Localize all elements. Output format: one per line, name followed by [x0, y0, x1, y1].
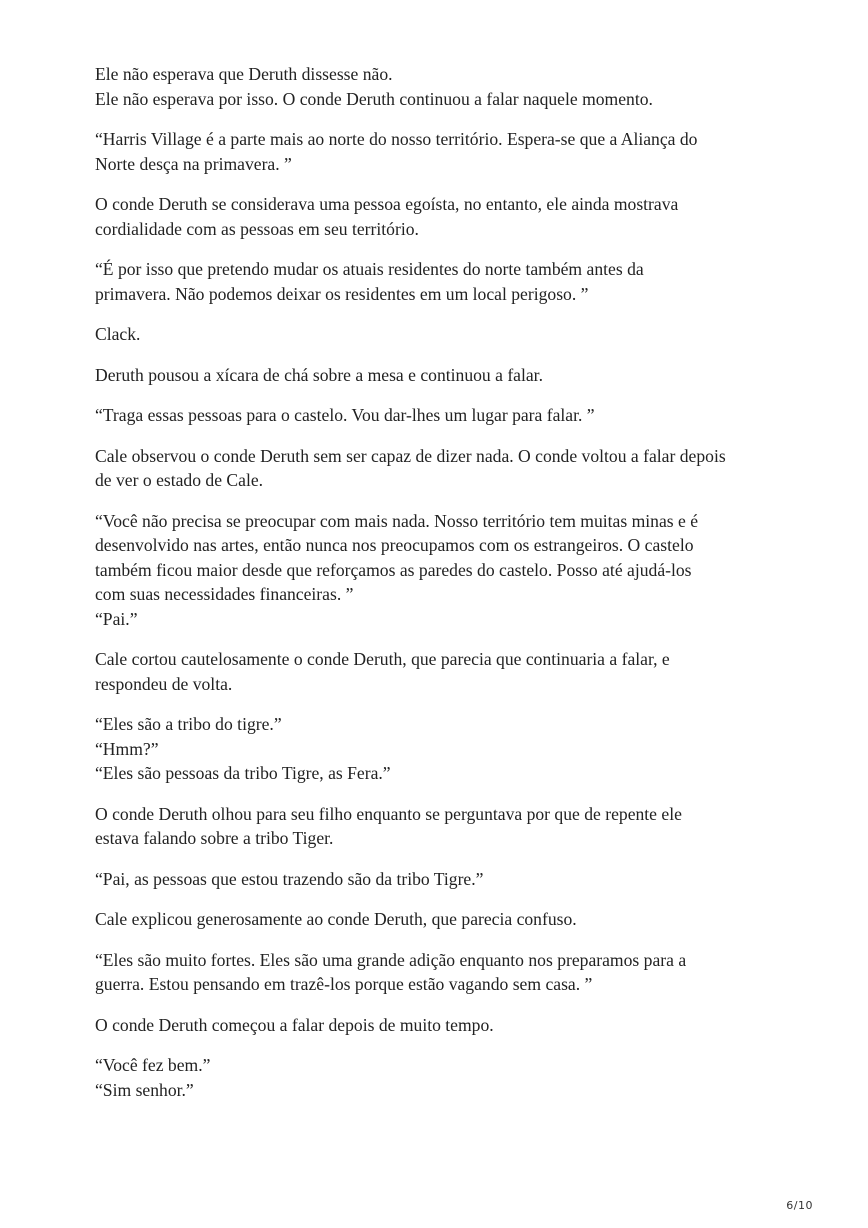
text-line: “Eles são muito fortes. Eles são uma grande adição enquanto nos preparamos para a — [95, 949, 687, 970]
paragraph — [95, 322, 795, 347]
paragraph — [95, 647, 795, 696]
paragraph — [95, 907, 795, 932]
paragraph — [95, 363, 795, 388]
text-line: Norte desça na primavera. ” — [95, 153, 292, 174]
paragraph — [95, 127, 795, 176]
text-line: Ele não esperava que Deruth dissesse não. — [95, 64, 393, 84]
text-line: primavera. Não podemos deixar os residentes em um local perigoso. ” — [95, 283, 589, 304]
paragraph — [95, 802, 795, 851]
text-line: “Pai, as pessoas que estou trazendo são da tribo Tigre.” — [95, 868, 484, 889]
paragraph — [95, 948, 795, 997]
paragraph — [95, 257, 795, 306]
text-line: Cale explicou generosamente ao conde Deruth, que parecia confuso. — [95, 909, 577, 929]
text-line: Clack. — [95, 324, 141, 344]
text-line: “Você fez bem.” — [95, 1055, 211, 1075]
text-line: estava falando sobre a tribo Tiger. — [95, 828, 334, 848]
page-number: 6/10 — [786, 1199, 813, 1212]
text-line: Cale observou o conde Deruth sem ser capaz de dizer nada. O conde voltou a falar depois — [95, 445, 726, 466]
text-line: também ficou maior desde que reforçamos as paredes do castelo. Posso até ajudá-los — [95, 559, 692, 580]
paragraph — [95, 444, 795, 493]
text-line: O conde Deruth se considerava uma pessoa egoísta, no entanto, ele ainda mostrava — [95, 194, 679, 214]
paragraph — [95, 192, 795, 241]
paragraph — [95, 509, 795, 632]
text-line: de ver o estado de Cale. — [95, 470, 264, 490]
text-line: cordialidade com as pessoas em seu território. — [95, 218, 419, 239]
text-line: O conde Deruth olhou para seu filho enquanto se perguntava por que de repente ele — [95, 803, 682, 824]
text-line: Deruth pousou a xícara de chá sobre a mesa e continuou a falar. — [95, 364, 543, 385]
text-line: respondeu de volta. — [95, 673, 233, 694]
text-line: guerra. Estou pensando em trazê-los porque estão vagando sem casa. ” — [95, 974, 593, 994]
text-line: O conde Deruth começou a falar depois de muito tempo. — [95, 1014, 494, 1035]
text-line: desenvolvido nas artes, então nunca nos preocupamos com os estrangeiros. O castelo — [95, 535, 694, 555]
paragraph — [95, 403, 795, 428]
paragraph — [95, 712, 795, 786]
text-line: “Eles são a tribo do tigre.” — [95, 714, 282, 734]
text-line: “Hmm?” — [95, 738, 159, 759]
text-line: “Traga essas pessoas para o castelo. Vou dar-lhes um lugar para falar. ” — [95, 405, 595, 425]
text-line: “Eles são pessoas da tribo Tigre, as Fera.” — [95, 763, 391, 783]
text-line: “Harris Village é a parte mais ao norte do nosso território. Espera-se que a Aliança do — [95, 129, 698, 149]
text-line: “É por isso que pretendo mudar os atuais residentes do norte também antes da — [95, 259, 644, 279]
text-line: “Sim senhor.” — [95, 1079, 194, 1100]
text-line: Cale cortou cautelosamente o conde Deruth, que parecia que continuaria a falar, e — [95, 649, 670, 669]
paragraph — [95, 867, 795, 892]
paragraph — [95, 1053, 795, 1102]
paragraph — [95, 1013, 795, 1038]
text-line: “Você não precisa se preocupar com mais nada. Nosso território tem muitas minas e é — [95, 510, 699, 531]
text-line: Ele não esperava por isso. O conde Deruth continuou a falar naquele momento. — [95, 88, 653, 109]
text-line: com suas necessidades financeiras. ” — [95, 584, 354, 604]
paragraph — [95, 62, 795, 111]
text-line: “Pai.” — [95, 608, 138, 629]
document-body — [95, 62, 795, 1118]
